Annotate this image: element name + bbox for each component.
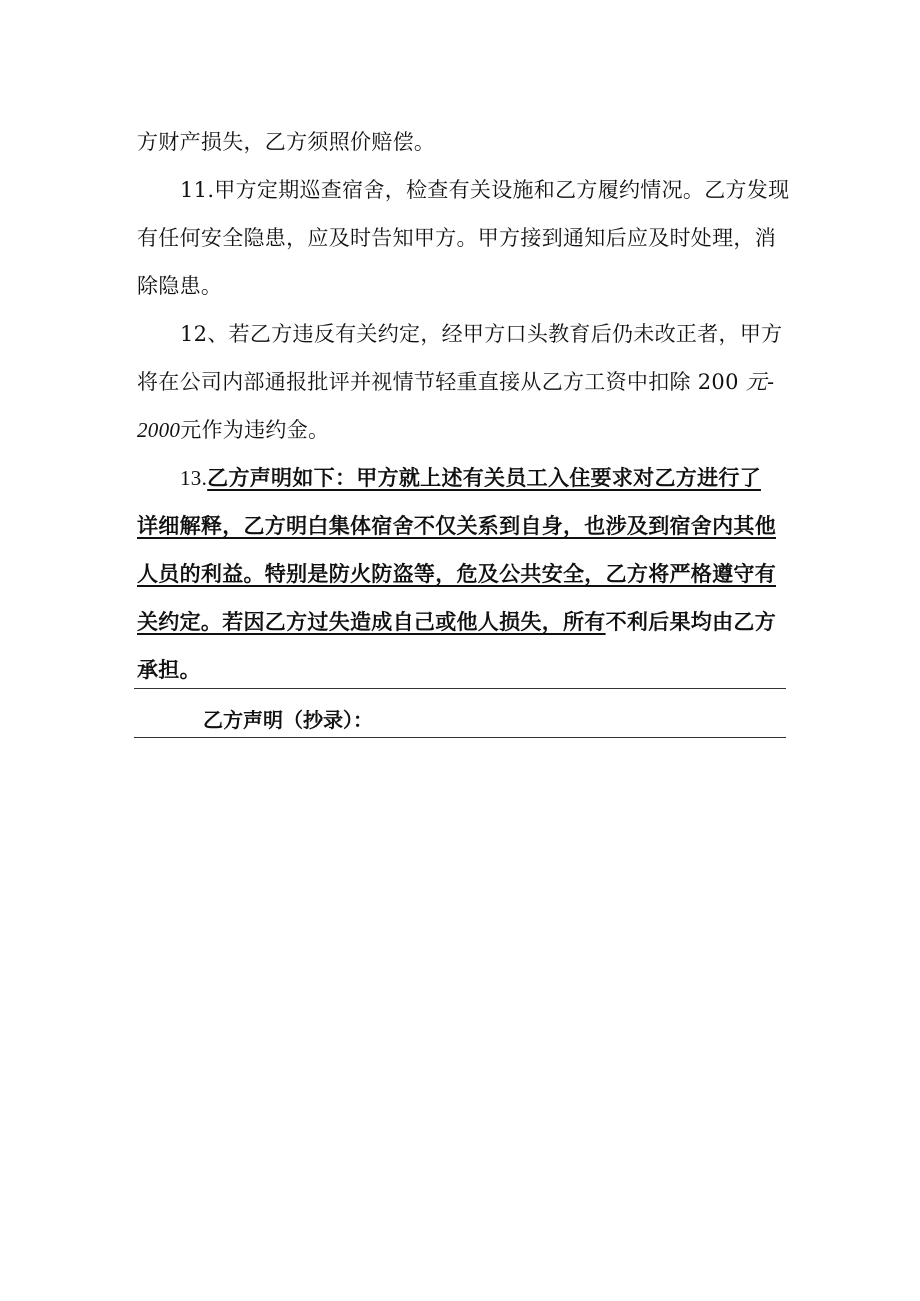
clause-13-line-4-rest: 不利后果均由乙方 [605, 610, 777, 634]
clause-12-line-2 [137, 358, 785, 406]
document-body [137, 118, 790, 694]
declaration-label: 乙方声明（抄录）： [203, 708, 373, 732]
clause-13-line-3-text: 人员的利益。特别是防火防盗等，危及公共安全，乙方将严格遵守有 [137, 562, 776, 586]
clause-11-line-1: 11.甲方定期巡查宿舍，检查有关设施和乙方履约情况。乙方发现 [180, 178, 790, 202]
clause-13-line-5: 承担。 [137, 658, 201, 682]
clause-13 [137, 454, 785, 694]
clause-12 [137, 310, 785, 454]
clause-13-line-4 [137, 598, 785, 646]
clause-13-number: 13. [180, 466, 208, 490]
clause-12-line-3-italic: 2000 [137, 418, 181, 442]
clause-12-line-2-text: 将在公司内部通报批评并视情节轻重直接从乙方工资中扣除 200 [137, 370, 746, 394]
bottom-divider [134, 737, 786, 738]
clause-12-line-3 [137, 406, 785, 454]
clause-12-line-2-italic: 元- [745, 370, 775, 394]
clause-11-line-3: 除隐患。 [137, 274, 223, 298]
top-divider [134, 688, 786, 689]
clause-12-line-1: 12、若乙方违反有关约定，经甲方口头教育后仍未改正者，甲方 [180, 322, 783, 346]
clause-13-line-2-text: 详细解释，乙方明白集体宿舍不仅关系到自身，也涉及到宿舍内其他 [137, 514, 776, 538]
clause-13-line-4-underlined: 关约定。若因乙方过失造成自己或他人损失，所有 [137, 610, 606, 634]
clause-13-line-1-text: 乙方声明如下：甲方就上述有关员工入住要求对乙方进行了 [207, 466, 761, 490]
clause-10-tail [137, 118, 785, 166]
clause-13-line-1 [137, 454, 785, 502]
clause-11-line-2: 有任何安全隐患，应及时告知甲方。甲方接到通知后应及时处理，消 [137, 226, 776, 250]
clause-10-line-1: 方财产损失，乙方须照价赔偿。 [137, 130, 436, 154]
clause-13-line-3 [137, 550, 785, 598]
clause-13-line-2 [137, 502, 785, 550]
clause-11 [137, 166, 790, 310]
clause-12-line-3-text: 元作为违约金。 [180, 418, 330, 442]
